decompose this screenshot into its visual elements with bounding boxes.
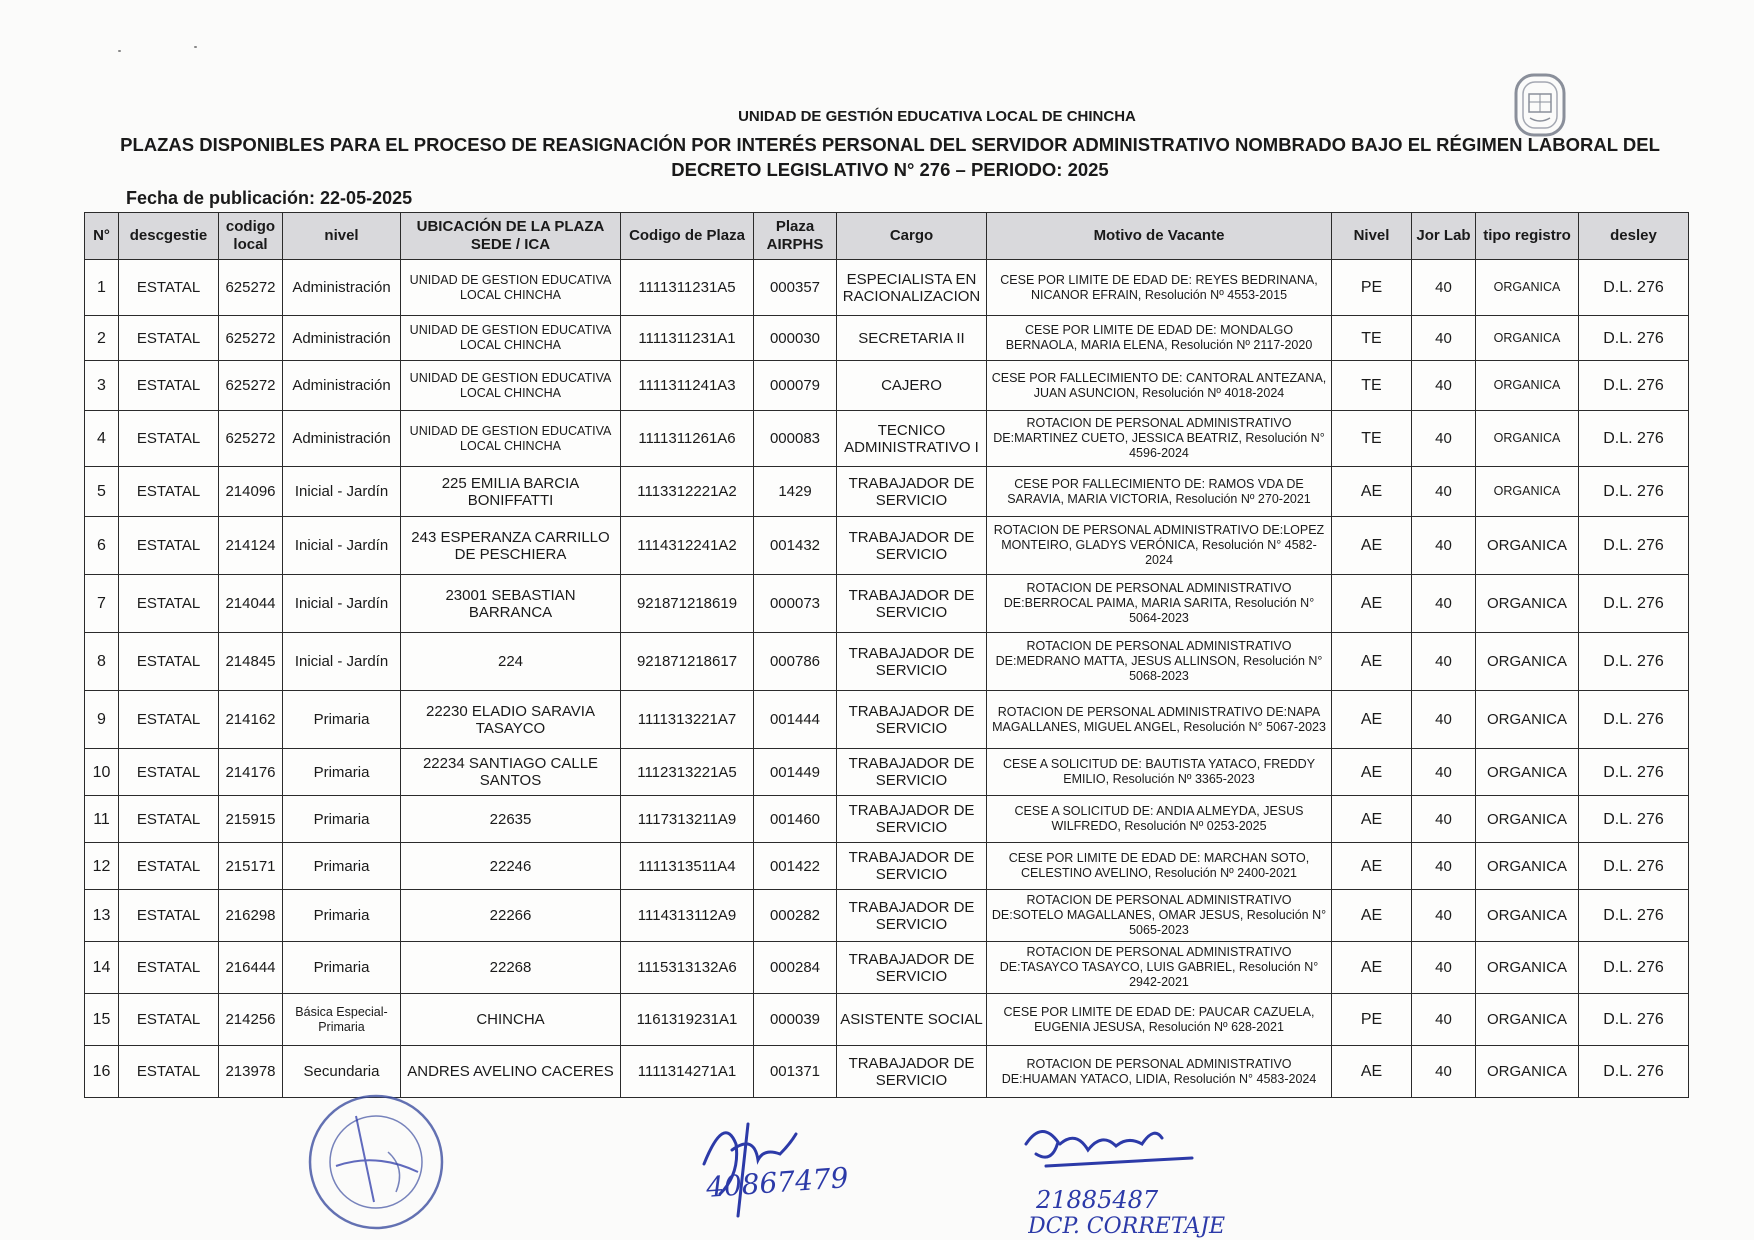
codigo-plaza-cell: 1111313511A4 [621,843,754,890]
motivo-cell: ROTACION DE PERSONAL ADMINISTRATIVO DE:BERROCAL PAIMA, MARIA SARITA, Resolución N° 5064-2023 [987,575,1332,633]
codigo-local-cell: 214162 [219,691,283,749]
airphs-cell: 000786 [754,633,837,691]
nivel-cell: Secundaria [283,1046,401,1098]
ubicacion-cell: 22230 ELADIO SARAVIA TASAYCO [401,691,621,749]
tipo-registro-cell: ORGANICA [1476,517,1579,575]
nivel-cargo-cell: AE [1332,749,1412,796]
nivel-cell: Primaria [283,942,401,994]
codigo-local-cell: 216444 [219,942,283,994]
jornada-cell: 40 [1412,890,1476,942]
table-row [85,843,1689,890]
tipo-registro-cell: ORGANICA [1476,1046,1579,1098]
column-header: tipo registro [1476,213,1579,260]
cargo-cell: CAJERO [837,361,987,411]
column-header: Motivo de Vacante [987,213,1332,260]
ubicacion-cell: 22635 [401,796,621,843]
codigo-local-cell: 625272 [219,411,283,467]
cargo-cell: TRABAJADOR DE SERVICIO [837,890,987,942]
row-number: 4 [85,411,119,467]
cargo-cell: TRABAJADOR DE SERVICIO [837,796,987,843]
codigo-local-cell: 214096 [219,467,283,517]
codigo-local-cell: 214176 [219,749,283,796]
cargo-cell: TECNICO ADMINISTRATIVO I [837,411,987,467]
jornada-cell: 40 [1412,843,1476,890]
codigo-plaza-cell: 1114312241A2 [621,517,754,575]
jornada-cell: 40 [1412,994,1476,1046]
desley-cell: D.L. 276 [1579,890,1689,942]
codigo-local-cell: 214256 [219,994,283,1046]
ubicacion-cell: 224 [401,633,621,691]
gestion-cell: ESTATAL [119,843,219,890]
codigo-plaza-cell: 1112313221A5 [621,749,754,796]
motivo-cell: CESE POR LIMITE DE EDAD DE: MONDALGO BERNAOLA, MARIA ELENA, Resolución Nº 2117-2020 [987,316,1332,361]
ubicacion-cell: 243 ESPERANZA CARRILLO DE PESCHIERA [401,517,621,575]
motivo-cell: CESE A SOLICITUD DE: BAUTISTA YATACO, FREDDY EMILIO, Resolución Nº 3365-2023 [987,749,1332,796]
column-header: nivel [283,213,401,260]
jornada-cell: 40 [1412,749,1476,796]
airphs-cell: 000039 [754,994,837,1046]
row-number: 1 [85,260,119,316]
table-row [85,1046,1689,1098]
column-header: Jor Lab [1412,213,1476,260]
ubicacion-cell: UNIDAD DE GESTION EDUCATIVA LOCAL CHINCHA [401,260,621,316]
motivo-cell: CESE POR FALLECIMIENTO DE: CANTORAL ANTEZANA, JUAN ASUNCION, Resolución Nº 4018-2024 [987,361,1332,411]
gestion-cell: ESTATAL [119,575,219,633]
table-row [85,411,1689,467]
desley-cell: D.L. 276 [1579,361,1689,411]
ubicacion-cell: CHINCHA [401,994,621,1046]
table-row [85,361,1689,411]
tipo-registro-cell: ORGANICA [1476,316,1579,361]
codigo-local-cell: 625272 [219,260,283,316]
codigo-local-cell: 625272 [219,316,283,361]
nivel-cargo-cell: AE [1332,1046,1412,1098]
airphs-cell: 000030 [754,316,837,361]
nivel-cell: Primaria [283,890,401,942]
tipo-registro-cell: ORGANICA [1476,260,1579,316]
nivel-cargo-cell: AE [1332,796,1412,843]
row-number: 16 [85,1046,119,1098]
tipo-registro-cell: ORGANICA [1476,942,1579,994]
codigo-plaza-cell: 1113312221A2 [621,467,754,517]
nivel-cargo-cell: TE [1332,361,1412,411]
vacancies-table [84,212,1689,1098]
nivel-cell: Inicial - Jardín [283,633,401,691]
table-row [85,691,1689,749]
ubicacion-cell: 22266 [401,890,621,942]
motivo-cell: ROTACION DE PERSONAL ADMINISTRATIVO DE:MARTINEZ CUETO, JESSICA BEATRIZ, Resolución N° 4596-2024 [987,411,1332,467]
gestion-cell: ESTATAL [119,260,219,316]
codigo-local-cell: 214044 [219,575,283,633]
motivo-cell: CESE POR LIMITE DE EDAD DE: PAUCAR CAZUELA, EUGENIA JESUSA, Resolución Nº 628-2021 [987,994,1332,1046]
codigo-plaza-cell: 1161319231A1 [621,994,754,1046]
desley-cell: D.L. 276 [1579,316,1689,361]
desley-cell: D.L. 276 [1579,575,1689,633]
codigo-plaza-cell: 1111311231A5 [621,260,754,316]
jornada-cell: 40 [1412,1046,1476,1098]
gestion-cell: ESTATAL [119,1046,219,1098]
document-title [80,132,1700,182]
codigo-plaza-cell: 1111311261A6 [621,411,754,467]
nivel-cell: Inicial - Jardín [283,575,401,633]
signature-2-icon [1012,1114,1212,1184]
codigo-plaza-cell: 1114313112A9 [621,890,754,942]
table-row [85,517,1689,575]
gestion-cell: ESTATAL [119,691,219,749]
jornada-cell: 40 [1412,691,1476,749]
row-number: 7 [85,575,119,633]
column-header: Plaza AIRPHS [754,213,837,260]
motivo-cell: ROTACION DE PERSONAL ADMINISTRATIVO DE:MEDRANO MATTA, JESUS ALLINSON, Resolución N° 5068-2023 [987,633,1332,691]
codigo-plaza-cell: 1111314271A1 [621,1046,754,1098]
table-row [85,890,1689,942]
row-number: 2 [85,316,119,361]
jornada-cell: 40 [1412,942,1476,994]
table-row [85,633,1689,691]
tipo-registro-cell: ORGANICA [1476,411,1579,467]
codigo-local-cell: 216298 [219,890,283,942]
jornada-cell: 40 [1412,467,1476,517]
official-stamp-icon [296,1092,456,1232]
table-header-row [85,213,1689,260]
column-header: desley [1579,213,1689,260]
nivel-cargo-cell: AE [1332,843,1412,890]
table-row [85,994,1689,1046]
title-line-1: PLAZAS DISPONIBLES PARA EL PROCESO DE REASIGNACIÓN POR INTERÉS PERSONAL DEL SERVIDOR ADMINISTRATIVO NOMBRADO BAJO EL RÉGIMEN LABORAL DEL [120,134,1660,155]
jornada-cell: 40 [1412,260,1476,316]
nivel-cell: Primaria [283,843,401,890]
cargo-cell: TRABAJADOR DE SERVICIO [837,633,987,691]
row-number: 15 [85,994,119,1046]
cargo-cell: TRABAJADOR DE SERVICIO [837,517,987,575]
row-number: 6 [85,517,119,575]
codigo-plaza-cell: 921871218617 [621,633,754,691]
table-row [85,260,1689,316]
jornada-cell: 40 [1412,575,1476,633]
jornada-cell: 40 [1412,316,1476,361]
codigo-plaza-cell: 1115313132A6 [621,942,754,994]
signature-1-number: 40867479 [705,1161,850,1204]
jornada-cell: 40 [1412,361,1476,411]
cargo-cell: TRABAJADOR DE SERVICIO [837,843,987,890]
tipo-registro-cell: ORGANICA [1476,994,1579,1046]
tipo-registro-cell: ORGANICA [1476,749,1579,796]
ubicacion-cell: UNIDAD DE GESTION EDUCATIVA LOCAL CHINCHA [401,316,621,361]
airphs-cell: 000282 [754,890,837,942]
nivel-cell: Administración [283,260,401,316]
table-row [85,467,1689,517]
tipo-registro-cell: ORGANICA [1476,890,1579,942]
ubicacion-cell: UNIDAD DE GESTION EDUCATIVA LOCAL CHINCHA [401,411,621,467]
gestion-cell: ESTATAL [119,517,219,575]
motivo-cell: ROTACION DE PERSONAL ADMINISTRATIVO DE:LOPEZ MONTEIRO, GLADYS VERÓNICA, Resolución N° 4582-2024 [987,517,1332,575]
nivel-cell: Administración [283,411,401,467]
codigo-local-cell: 215171 [219,843,283,890]
cargo-cell: SECRETARIA II [837,316,987,361]
nivel-cargo-cell: AE [1332,890,1412,942]
row-number: 11 [85,796,119,843]
motivo-cell: ROTACION DE PERSONAL ADMINISTRATIVO DE:TASAYCO TASAYCO, LUIS GABRIEL, Resolución N° 2942-2021 [987,942,1332,994]
nivel-cargo-cell: AE [1332,691,1412,749]
gestion-cell: ESTATAL [119,942,219,994]
airphs-cell: 001432 [754,517,837,575]
row-number: 14 [85,942,119,994]
motivo-cell: CESE POR FALLECIMIENTO DE: RAMOS VDA DE SARAVIA, MARIA VICTORIA, Resolución Nº 270-2021 [987,467,1332,517]
airphs-cell: 000073 [754,575,837,633]
gestion-cell: ESTATAL [119,411,219,467]
codigo-plaza-cell: 1117313211A9 [621,796,754,843]
gestion-cell: ESTATAL [119,633,219,691]
codigo-plaza-cell: 1111311231A1 [621,316,754,361]
ubicacion-cell: 23001 SEBASTIAN BARRANCA [401,575,621,633]
jornada-cell: 40 [1412,796,1476,843]
desley-cell: D.L. 276 [1579,1046,1689,1098]
tipo-registro-cell: ORGANICA [1476,796,1579,843]
desley-cell: D.L. 276 [1579,749,1689,796]
row-number: 5 [85,467,119,517]
ubicacion-cell: 225 EMILIA BARCIA BONIFFATTI [401,467,621,517]
airphs-cell: 001422 [754,843,837,890]
desley-cell: D.L. 276 [1579,260,1689,316]
gestion-cell: ESTATAL [119,316,219,361]
cargo-cell: ASISTENTE SOCIAL [837,994,987,1046]
ubicacion-cell: 22246 [401,843,621,890]
table-row [85,575,1689,633]
desley-cell: D.L. 276 [1579,411,1689,467]
cargo-cell: TRABAJADOR DE SERVICIO [837,467,987,517]
gestion-cell: ESTATAL [119,796,219,843]
tipo-registro-cell: ORGANICA [1476,467,1579,517]
table-row [85,749,1689,796]
gestion-cell: ESTATAL [119,994,219,1046]
codigo-local-cell: 214845 [219,633,283,691]
motivo-cell: CESE A SOLICITUD DE: ANDIA ALMEYDA, JESUS WILFREDO, Resolución Nº 0253-2025 [987,796,1332,843]
ubicacion-cell: ANDRES AVELINO CACERES [401,1046,621,1098]
jornada-cell: 40 [1412,633,1476,691]
nivel-cargo-cell: AE [1332,633,1412,691]
gestion-cell: ESTATAL [119,361,219,411]
desley-cell: D.L. 276 [1579,691,1689,749]
nivel-cargo-cell: AE [1332,517,1412,575]
desley-cell: D.L. 276 [1579,517,1689,575]
tipo-registro-cell: ORGANICA [1476,575,1579,633]
ubicacion-cell: 22268 [401,942,621,994]
nivel-cell: Administración [283,316,401,361]
nivel-cell: Primaria [283,796,401,843]
cargo-cell: TRABAJADOR DE SERVICIO [837,1046,987,1098]
tipo-registro-cell: ORGANICA [1476,361,1579,411]
row-number: 3 [85,361,119,411]
signature-2-number: 21885487 [1036,1186,1159,1214]
codigo-plaza-cell: 921871218619 [621,575,754,633]
column-header: Cargo [837,213,987,260]
motivo-cell: CESE POR LIMITE DE EDAD DE: MARCHAN SOTO, CELESTINO AVELINO, Resolución Nº 2400-2021 [987,843,1332,890]
codigo-plaza-cell: 1111311241A3 [621,361,754,411]
ubicacion-cell: 22234 SANTIAGO CALLE SANTOS [401,749,621,796]
scan-speck [118,50,121,52]
codigo-local-cell: 625272 [219,361,283,411]
cargo-cell: TRABAJADOR DE SERVICIO [837,575,987,633]
signature-2-note: DCP. CORRETAJE [1028,1214,1226,1238]
airphs-cell: 000284 [754,942,837,994]
desley-cell: D.L. 276 [1579,633,1689,691]
column-header: Nivel [1332,213,1412,260]
cargo-cell: TRABAJADOR DE SERVICIO [837,749,987,796]
airphs-cell: 001460 [754,796,837,843]
tipo-registro-cell: ORGANICA [1476,691,1579,749]
airphs-cell: 000083 [754,411,837,467]
table-row [85,796,1689,843]
airphs-cell: 1429 [754,467,837,517]
desley-cell: D.L. 276 [1579,994,1689,1046]
cargo-cell: TRABAJADOR DE SERVICIO [837,691,987,749]
table-row [85,316,1689,361]
desley-cell: D.L. 276 [1579,467,1689,517]
institution-seal-icon [1512,72,1568,140]
row-number: 9 [85,691,119,749]
title-line-2: DECRETO LEGISLATIVO N° 276 – PERIODO: 2025 [671,159,1109,180]
row-number: 13 [85,890,119,942]
airphs-cell: 001449 [754,749,837,796]
table-row [85,942,1689,994]
desley-cell: D.L. 276 [1579,843,1689,890]
organization-name: UNIDAD DE GESTIÓN EDUCATIVA LOCAL DE CHINCHA [738,108,1136,125]
publication-date: Fecha de publicación: 22-05-2025 [126,188,413,208]
motivo-cell: CESE POR LIMITE DE EDAD DE: REYES BEDRINANA, NICANOR EFRAIN, Resolución Nº 4553-2015 [987,260,1332,316]
desley-cell: D.L. 276 [1579,796,1689,843]
codigo-local-cell: 213978 [219,1046,283,1098]
nivel-cell: Primaria [283,749,401,796]
row-number: 10 [85,749,119,796]
motivo-cell: ROTACION DE PERSONAL ADMINISTRATIVO DE:HUAMAN YATACO, LIDIA, Resolución N° 4583-2024 [987,1046,1332,1098]
gestion-cell: ESTATAL [119,467,219,517]
nivel-cell: Inicial - Jardín [283,467,401,517]
nivel-cargo-cell: PE [1332,994,1412,1046]
row-number: 12 [85,843,119,890]
cargo-cell: ESPECIALISTA EN RACIONALIZACION [837,260,987,316]
gestion-cell: ESTATAL [119,890,219,942]
cargo-cell: TRABAJADOR DE SERVICIO [837,942,987,994]
column-header: descgestie [119,213,219,260]
jornada-cell: 40 [1412,411,1476,467]
codigo-local-cell: 214124 [219,517,283,575]
row-number: 8 [85,633,119,691]
nivel-cargo-cell: PE [1332,260,1412,316]
nivel-cargo-cell: TE [1332,411,1412,467]
airphs-cell: 001371 [754,1046,837,1098]
gestion-cell: ESTATAL [119,749,219,796]
column-header: codigo local [219,213,283,260]
airphs-cell: 000079 [754,361,837,411]
nivel-cargo-cell: TE [1332,316,1412,361]
nivel-cell: Administración [283,361,401,411]
nivel-cell: Primaria [283,691,401,749]
codigo-local-cell: 215915 [219,796,283,843]
nivel-cell: Inicial - Jardín [283,517,401,575]
motivo-cell: ROTACION DE PERSONAL ADMINISTRATIVO DE:SOTELO MAGALLANES, OMAR JESUS, Resolución N° 5065-2023 [987,890,1332,942]
nivel-cell: Básica Especial-Primaria [283,994,401,1046]
nivel-cargo-cell: AE [1332,467,1412,517]
tipo-registro-cell: ORGANICA [1476,843,1579,890]
ubicacion-cell: UNIDAD DE GESTION EDUCATIVA LOCAL CHINCHA [401,361,621,411]
scan-speck [194,46,197,48]
desley-cell: D.L. 276 [1579,942,1689,994]
column-header: N° [85,213,119,260]
nivel-cargo-cell: AE [1332,575,1412,633]
motivo-cell: ROTACION DE PERSONAL ADMINISTRATIVO DE:NAPA MAGALLANES, MIGUEL ANGEL, Resolución N° 5067-2023 [987,691,1332,749]
airphs-cell: 001444 [754,691,837,749]
jornada-cell: 40 [1412,517,1476,575]
table-body [85,260,1689,1098]
airphs-cell: 000357 [754,260,837,316]
tipo-registro-cell: ORGANICA [1476,633,1579,691]
nivel-cargo-cell: AE [1332,942,1412,994]
column-header: Codigo de Plaza [621,213,754,260]
column-header: UBICACIÓN DE LA PLAZA SEDE / ICA [401,213,621,260]
codigo-plaza-cell: 1111313221A7 [621,691,754,749]
